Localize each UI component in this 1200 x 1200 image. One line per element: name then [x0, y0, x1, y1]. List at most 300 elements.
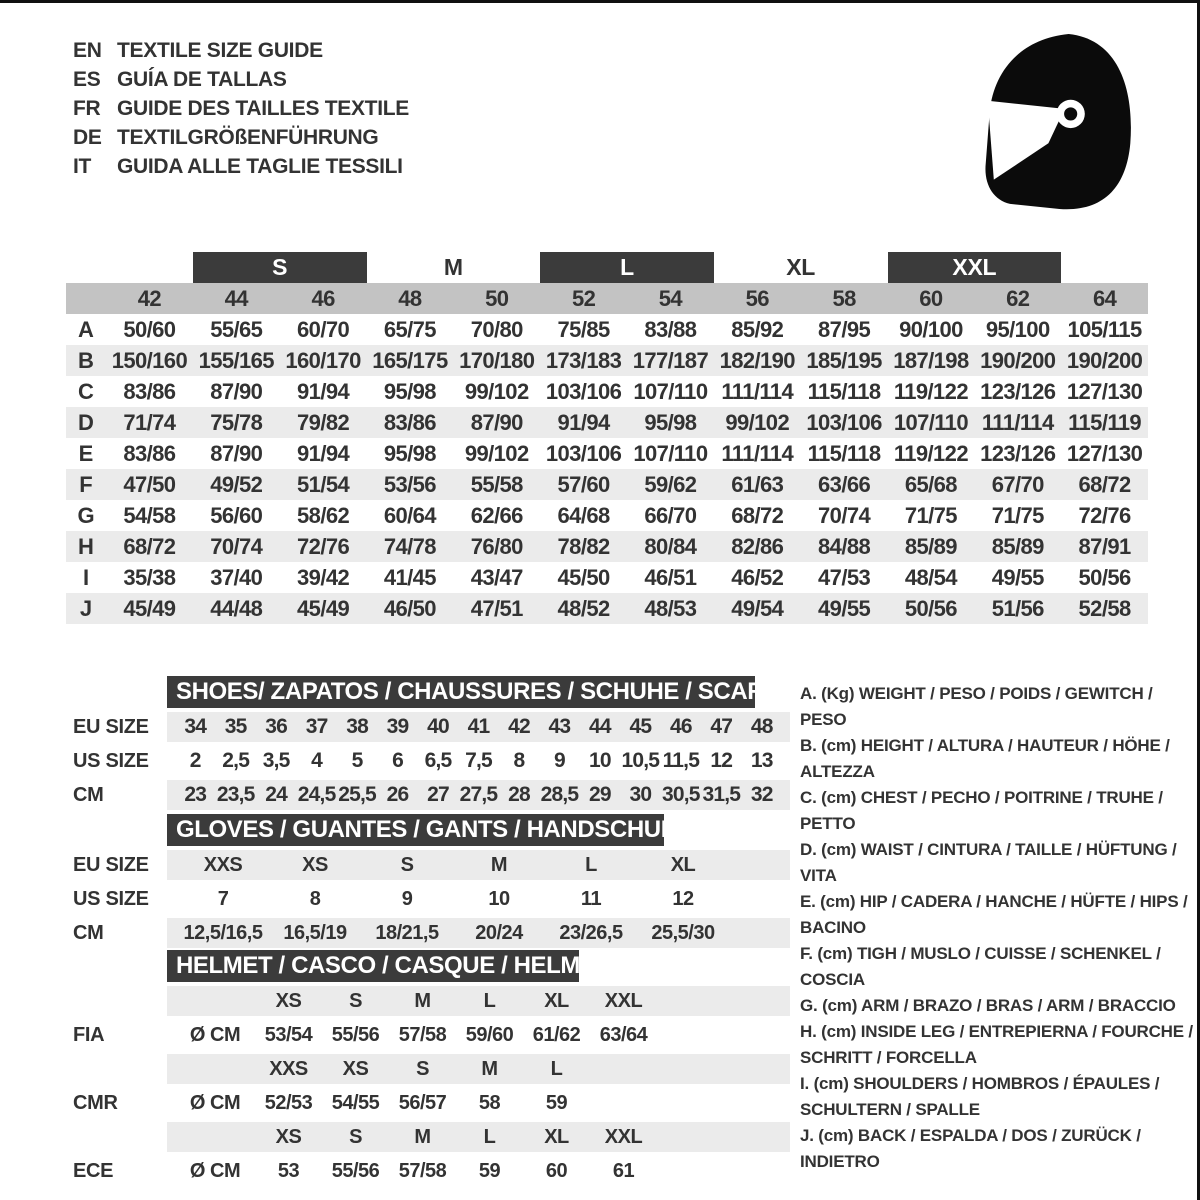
shoes-cell: 42 — [508, 715, 530, 738]
row-label: J — [79, 595, 93, 621]
gloves-line — [73, 850, 793, 880]
shoes-cell: 6 — [392, 749, 403, 772]
size-column-header: 64 — [1092, 285, 1117, 311]
size-row-i — [66, 562, 1148, 593]
size-column-header: 42 — [137, 285, 162, 311]
size-cell: 91/94 — [557, 409, 610, 435]
size-row-h — [66, 531, 1148, 562]
gloves-cell: 7 — [217, 887, 229, 910]
language-title: TEXTILGRÖßENFÜHRUNG — [117, 125, 379, 149]
gloves-cell: 16,5/19 — [283, 921, 347, 944]
size-cell: 68/72 — [1078, 471, 1131, 497]
size-column-header: 60 — [919, 285, 943, 311]
shoes-cell: 30,5 — [661, 783, 700, 806]
size-cell: 54/58 — [123, 502, 176, 528]
gloves-row-eu-size — [167, 850, 790, 880]
helmet-size-cell: 61/62 — [532, 1023, 581, 1046]
size-cell: 115/119 — [1068, 409, 1142, 435]
language-title: GUÍA DE TALLAS — [117, 67, 287, 91]
shoes-table-header: SHOES/ ZAPATOS / CHAUSSURES / SCHUHE / SCARPE — [167, 676, 755, 708]
legend-item: E. (cm) HIP / CADERA / HANCHE / HÜFTE / HIPS / BACINO — [800, 892, 1188, 937]
size-cell: 83/86 — [123, 378, 176, 404]
size-cell: 111/114 — [981, 409, 1054, 435]
helmet-size-header: L — [483, 989, 496, 1012]
size-cell: 76/80 — [470, 533, 523, 559]
size-cell: 107/110 — [893, 409, 968, 435]
gloves-cell: 8 — [309, 887, 321, 910]
size-cell: 119/122 — [893, 440, 968, 466]
size-cell: 182/190 — [719, 347, 795, 373]
size-cell: 103/106 — [806, 409, 882, 435]
shoes-cell: 27,5 — [459, 783, 498, 806]
gloves-line — [73, 884, 793, 914]
size-cell: 103/106 — [545, 378, 622, 404]
size-cell: 74/78 — [383, 533, 436, 559]
helmet-size-header: L — [550, 1057, 563, 1080]
size-cell: 115/118 — [807, 440, 881, 466]
helmet-size-band-line — [73, 986, 793, 1016]
size-cell: 49/55 — [818, 595, 871, 621]
size-cell: 95/98 — [383, 440, 436, 466]
shoes-cell: 39 — [386, 715, 409, 738]
size-cell: 48/54 — [904, 564, 957, 590]
shoes-cell: 29 — [589, 783, 611, 806]
size-cell: 47/50 — [123, 471, 176, 497]
size-cell: 41/45 — [383, 564, 436, 590]
size-column-header: 48 — [398, 285, 422, 311]
legend-item: D. (cm) WAIST / CINTURA / TAILLE / HÜFTUNG / VITA — [800, 840, 1177, 885]
size-cell: 85/92 — [731, 316, 784, 342]
legend-item: I. (cm) SHOULDERS / HOMBROS / ÉPAULES / SCHULTERN / SPALLE — [800, 1074, 1160, 1119]
shoes-cell: 3,5 — [262, 749, 290, 772]
language-row — [73, 65, 409, 94]
row-label: H — [78, 533, 94, 559]
helmet-band-spacer — [73, 1054, 167, 1084]
size-cell: 87/95 — [818, 316, 871, 342]
size-cell: 60/70 — [297, 316, 350, 342]
helmet-size-table — [73, 950, 793, 1190]
size-cell: 83/88 — [644, 316, 697, 342]
textile-size-table — [66, 252, 1148, 624]
size-cell: 87/91 — [1078, 533, 1131, 559]
size-cell: 70/80 — [470, 316, 523, 342]
size-cell: 78/82 — [557, 533, 610, 559]
helmet-size-band-ece — [167, 1122, 790, 1152]
size-cell: 91/94 — [297, 378, 350, 404]
size-number-header-row — [66, 283, 1148, 314]
size-column-header: 44 — [224, 285, 248, 311]
helmet-size-header: XL — [544, 989, 569, 1012]
shoes-row-cm — [167, 780, 790, 810]
language-code: EN — [73, 38, 102, 62]
size-cell: 107/110 — [633, 378, 708, 404]
size-cell: 155/165 — [198, 347, 274, 373]
shoes-cell: 4 — [311, 749, 323, 772]
shoes-cell: 30 — [629, 783, 652, 806]
shoes-cell: 2 — [189, 749, 201, 772]
helmet-size-cell: 57/58 — [398, 1023, 447, 1046]
size-cell: 111/114 — [721, 378, 794, 404]
shoes-cell: 23 — [184, 783, 207, 806]
helmet-size-cell: 53 — [277, 1159, 300, 1182]
shoes-cell: 27 — [427, 783, 449, 806]
helmet-size-band-line — [73, 1054, 793, 1084]
helmet-size-cell: 54/55 — [331, 1091, 380, 1114]
size-cell: 83/86 — [123, 440, 176, 466]
size-cell: 99/102 — [464, 378, 529, 404]
helmet-values-fia — [167, 1020, 790, 1050]
standard-label-ece: ECE — [73, 1159, 114, 1182]
size-cell: 60/64 — [383, 502, 436, 528]
size-cell: 49/54 — [731, 595, 784, 621]
shoes-size-table — [73, 676, 796, 814]
size-row-c — [66, 376, 1148, 407]
row-label: E — [78, 440, 94, 466]
legend-item: G. (cm) ARM / BRAZO / BRAS / ARM / BRACCIO — [800, 996, 1176, 1015]
shoes-cell: 7,5 — [465, 749, 492, 772]
size-cell: 46/50 — [383, 595, 436, 621]
size-cell: 123/126 — [980, 378, 1056, 404]
size-row-f — [66, 469, 1148, 500]
shoes-cell: 38 — [346, 715, 368, 738]
size-cell: 50/56 — [1078, 564, 1131, 590]
size-cell: 111/114 — [721, 440, 794, 466]
size-cell: 107/110 — [633, 440, 708, 466]
size-cell: 45/49 — [297, 595, 350, 621]
shoes-line — [73, 712, 793, 742]
helmet-size-header: M — [414, 1125, 431, 1148]
gloves-cell: S — [400, 853, 414, 876]
row-label: F — [79, 471, 93, 497]
language-title: TEXTILE SIZE GUIDE — [117, 38, 323, 62]
helmet-size-cell: 60 — [545, 1159, 568, 1182]
size-cell: 55/65 — [210, 316, 263, 342]
size-row-d — [66, 407, 1148, 438]
size-cell: 61/63 — [731, 471, 784, 497]
shoes-cell: 36 — [265, 715, 288, 738]
size-column-header: 50 — [485, 285, 509, 311]
shoes-cell: 2,5 — [222, 749, 250, 772]
size-cell: 87/90 — [470, 409, 523, 435]
size-cell: 44/48 — [210, 595, 263, 621]
language-title: GUIDA ALLE TAGLIE TESSILI — [117, 154, 403, 178]
size-cell: 170/180 — [459, 347, 535, 373]
gloves-cell: XS — [302, 853, 328, 876]
shoes-cell: 43 — [548, 715, 571, 738]
size-column-header: 52 — [571, 285, 596, 311]
size-cell: 55/58 — [470, 471, 523, 497]
gloves-cell: M — [490, 853, 508, 876]
size-cell: 80/84 — [644, 533, 697, 559]
helmet-standard-line — [73, 1088, 793, 1118]
size-cell: 47/53 — [818, 564, 871, 590]
row-label: A — [78, 316, 94, 342]
unit-label: Ø CM — [189, 1091, 241, 1114]
gloves-row-cm — [167, 918, 790, 948]
shoes-cell: 12 — [710, 749, 733, 772]
shoes-cell: 23,5 — [216, 783, 255, 806]
shoes-cell: 34 — [184, 715, 207, 738]
helmet-size-cell: 63/64 — [599, 1023, 648, 1046]
helmet-size-cell: 59 — [478, 1159, 501, 1182]
size-cell: 67/70 — [991, 471, 1044, 497]
size-cell: 119/122 — [893, 378, 968, 404]
gloves-size-table — [73, 814, 802, 952]
size-cell: 84/88 — [818, 533, 871, 559]
shoes-cell: 11,5 — [662, 749, 700, 772]
size-cell: 71/74 — [123, 409, 176, 435]
shoes-cell: 48 — [750, 715, 773, 738]
helmet-size-cell: 59 — [545, 1091, 568, 1114]
helmet-band-spacer — [73, 1122, 167, 1152]
size-cell: 59/62 — [644, 471, 697, 497]
shoes-cell: 5 — [351, 749, 363, 772]
shoes-cell: 10 — [589, 749, 611, 772]
size-group-s: S — [193, 252, 367, 283]
size-cell: 68/72 — [731, 502, 784, 528]
size-cell: 99/102 — [725, 409, 790, 435]
size-cell: 53/56 — [383, 471, 436, 497]
legend-item: J. (cm) BACK / ESPALDA / DOS / ZURÜCK / INDIETRO — [800, 1126, 1141, 1171]
helmet-size-cell: 52/53 — [264, 1091, 313, 1114]
shoes-cell: 9 — [553, 749, 565, 772]
language-row — [73, 94, 409, 123]
shoes-cell: 44 — [589, 715, 611, 738]
unit-label: Ø CM — [189, 1023, 241, 1046]
shoes-cell: 32 — [750, 783, 773, 806]
size-cell: 160/170 — [285, 347, 361, 373]
size-cell: 65/75 — [383, 316, 436, 342]
gloves-cell: 12,5/16,5 — [183, 921, 263, 944]
size-group-m: M — [443, 254, 463, 280]
size-cell: 87/90 — [210, 378, 263, 404]
language-title-list — [73, 36, 409, 181]
shoes-cell: 25,5 — [338, 783, 376, 806]
size-cell: 50/56 — [904, 595, 957, 621]
helmet-size-header: XS — [342, 1057, 369, 1080]
size-row-a — [66, 314, 1148, 345]
shoes-line — [73, 746, 793, 776]
language-code: FR — [73, 96, 101, 120]
size-cell: 57/60 — [557, 471, 610, 497]
size-cell: 52/58 — [1078, 595, 1131, 621]
size-cell: 103/106 — [545, 440, 622, 466]
gloves-cell: 9 — [401, 887, 413, 910]
standard-label-fia: FIA — [73, 1023, 105, 1046]
helmet-size-cell: 55/56 — [331, 1023, 380, 1046]
legend-item: H. (cm) INSIDE LEG / ENTREPIERNA / FOURCHE / SCHRITT / FORCELLA — [800, 1022, 1193, 1067]
shoes-cell: 8 — [513, 749, 525, 772]
helmet-size-cell: 53/54 — [264, 1023, 313, 1046]
size-cell: 82/86 — [731, 533, 784, 559]
size-cell: 71/75 — [904, 502, 957, 528]
size-cell: 95/98 — [644, 409, 697, 435]
corner-cell — [66, 283, 106, 314]
size-cell: 75/78 — [210, 409, 263, 435]
standard-label-cmr: CMR — [73, 1091, 118, 1114]
helmet-size-header: XL — [544, 1125, 569, 1148]
size-cell: 51/56 — [991, 595, 1044, 621]
size-cell: 87/90 — [210, 440, 263, 466]
unit-label: Ø CM — [189, 1159, 241, 1182]
size-cell: 190/200 — [1066, 347, 1143, 373]
gloves-line — [73, 918, 793, 948]
size-cell: 70/74 — [818, 502, 871, 528]
language-code: ES — [73, 67, 101, 91]
size-cell: 72/76 — [1078, 502, 1131, 528]
shoes-row-label: EU SIZE — [73, 715, 149, 738]
helmet-size-cell: 55/56 — [331, 1159, 380, 1182]
size-cell: 127/130 — [1066, 440, 1143, 466]
size-cell: 45/50 — [557, 564, 610, 590]
size-cell: 46/51 — [644, 564, 697, 590]
size-cell: 63/66 — [818, 471, 871, 497]
row-label: B — [78, 347, 94, 373]
language-row — [73, 152, 409, 181]
size-cell: 58/62 — [297, 502, 350, 528]
gloves-cell: 18/21,5 — [375, 921, 439, 944]
size-cell: 39/42 — [297, 564, 350, 590]
size-cell: 71/75 — [991, 502, 1044, 528]
helmet-size-header: XXL — [604, 1125, 643, 1148]
size-row-e — [66, 438, 1148, 469]
row-label: I — [82, 564, 90, 590]
helmet-values-cmr — [167, 1088, 790, 1118]
size-group-xl: XL — [786, 254, 816, 280]
shoes-cell: 6,5 — [424, 749, 452, 772]
size-cell: 85/89 — [991, 533, 1044, 559]
textile-size-table-body — [66, 314, 1148, 624]
gloves-cell: 23/26,5 — [559, 921, 623, 944]
shoes-cell: 41 — [467, 715, 490, 738]
gloves-cell: L — [585, 853, 597, 876]
gloves-cell: 11 — [580, 887, 602, 910]
size-cell: 115/118 — [807, 378, 881, 404]
helmet-band-spacer — [73, 986, 167, 1016]
helmet-size-cell: 61 — [612, 1159, 635, 1182]
row-label: C — [78, 378, 94, 404]
row-label: G — [77, 502, 95, 528]
gloves-row-label: EU SIZE — [73, 853, 149, 876]
shoes-cell: 28 — [508, 783, 530, 806]
size-cell: 50/60 — [123, 316, 176, 342]
shoes-cell: 47 — [710, 715, 733, 738]
shoes-row-eu-size — [167, 712, 790, 742]
language-code: IT — [73, 154, 92, 178]
group-spacer — [66, 252, 193, 283]
gloves-cell: 25,5/30 — [651, 921, 715, 944]
legend-item: C. (cm) CHEST / PECHO / POITRINE / TRUHE / PETTO — [800, 788, 1163, 833]
gloves-cell: 10 — [488, 887, 510, 910]
helmet-size-header: XXL — [604, 989, 643, 1012]
size-cell: 190/200 — [980, 347, 1056, 373]
language-title: GUIDE DES TAILLES TEXTILE — [117, 96, 409, 120]
size-cell: 62/66 — [470, 502, 523, 528]
helmet-size-header: XS — [275, 1125, 302, 1148]
size-cell: 68/72 — [123, 533, 176, 559]
size-cell: 123/126 — [980, 440, 1056, 466]
row-label: D — [78, 409, 94, 435]
helmet-size-header: M — [481, 1057, 498, 1080]
shoes-cell: 10,5 — [621, 749, 660, 772]
size-cell: 48/52 — [557, 595, 610, 621]
size-cell: 75/85 — [557, 316, 610, 342]
helmet-size-header: S — [416, 1057, 429, 1080]
shoes-cell: 45 — [629, 715, 652, 738]
size-column-header: 62 — [1006, 285, 1030, 311]
shoes-cell: 46 — [669, 715, 692, 738]
helmet-size-band-line — [73, 1122, 793, 1152]
size-column-header: 54 — [658, 285, 683, 311]
size-group-header-row — [66, 252, 1148, 283]
size-row-b — [66, 345, 1148, 376]
size-cell: 79/82 — [297, 409, 350, 435]
gloves-row-us-size — [167, 884, 790, 914]
size-group-l: L — [540, 252, 714, 283]
helmet-standard-line — [73, 1156, 793, 1186]
shoes-cell: 13 — [750, 749, 773, 772]
size-cell: 165/175 — [372, 347, 448, 373]
shoes-line — [73, 780, 793, 810]
shoes-cell: 40 — [427, 715, 449, 738]
helmet-size-cell: 56/57 — [398, 1091, 447, 1114]
shoes-cell: 37 — [305, 715, 328, 738]
size-column-header: 46 — [311, 285, 335, 311]
helmet-values-ece — [167, 1156, 790, 1186]
helmet-size-cell: 58 — [478, 1091, 501, 1114]
shoes-cell: 35 — [224, 715, 247, 738]
helmet-size-header: L — [483, 1125, 496, 1148]
gloves-cell: XXS — [203, 853, 243, 876]
size-cell: 95/98 — [383, 378, 436, 404]
size-cell: 99/102 — [464, 440, 529, 466]
legend-item: F. (cm) TIGH / MUSLO / CUISSE / SCHENKEL / COSCIA — [800, 944, 1161, 989]
size-cell: 48/53 — [644, 595, 697, 621]
size-cell: 105/115 — [1067, 316, 1142, 342]
helmet-size-band-fia — [167, 986, 790, 1016]
helmet-size-band-cmr — [167, 1054, 790, 1084]
size-cell: 47/51 — [470, 595, 523, 621]
size-cell: 65/68 — [904, 471, 957, 497]
size-cell: 91/94 — [297, 440, 350, 466]
shoes-cell: 24,5 — [297, 783, 336, 806]
size-cell: 45/49 — [123, 595, 176, 621]
shoes-cell: 26 — [386, 783, 409, 806]
shoes-cell: 28,5 — [540, 783, 579, 806]
shoes-cell: 31,5 — [702, 783, 741, 806]
helmet-size-header: S — [349, 989, 362, 1012]
size-row-j — [66, 593, 1148, 624]
legend-item: A. (Kg) WEIGHT / PESO / POIDS / GEWITCH / PESO — [800, 684, 1153, 729]
size-group-xxl: XXL — [888, 252, 1062, 283]
size-cell: 43/47 — [470, 564, 523, 590]
size-cell: 173/183 — [545, 347, 622, 373]
helmet-table-header: HELMET / CASCO / CASQUE / HELM / CASCO — [167, 950, 579, 982]
shoes-row-label: CM — [73, 783, 104, 806]
size-column-header: 58 — [832, 285, 856, 311]
size-cell: 49/52 — [210, 471, 263, 497]
size-column-header: 56 — [745, 285, 769, 311]
measurement-legend — [800, 681, 1200, 1175]
helmet-size-cell: 57/58 — [398, 1159, 447, 1182]
size-cell: 95/100 — [985, 316, 1050, 342]
size-cell: 90/100 — [899, 316, 963, 342]
gloves-cell: 12 — [672, 887, 694, 910]
size-cell: 64/68 — [557, 502, 610, 528]
size-cell: 85/89 — [904, 533, 957, 559]
helmet-size-header: XS — [275, 989, 302, 1012]
helmet-standard-line — [73, 1020, 793, 1050]
